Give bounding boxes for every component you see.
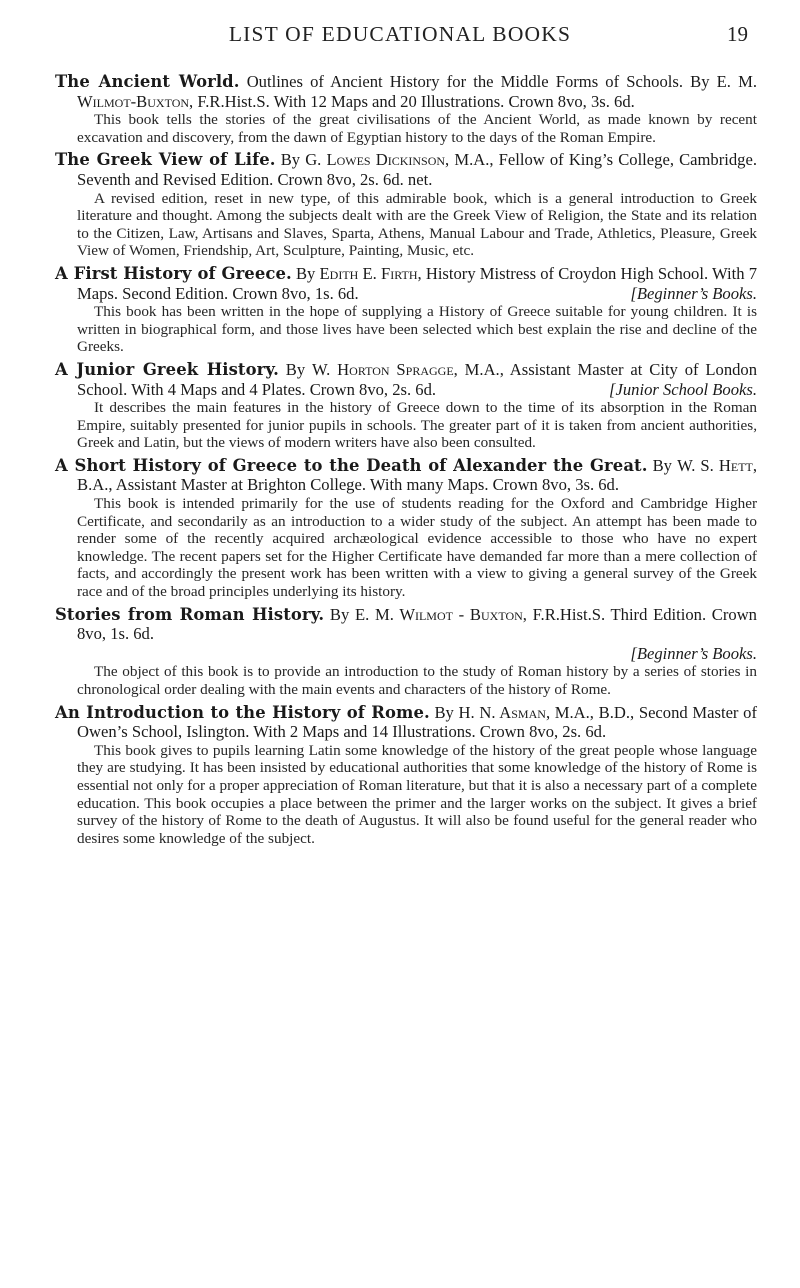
- citation-details: , M.A., B.D., Second Master of Owen’s School, Islington. With 2 Maps and 14 Illustrations. Crown 8vo, 2s. 6d.: [77, 702, 757, 742]
- citation-text: Outlines of Ancient History for the Middle Forms of Schools. By: [239, 72, 717, 91]
- citation-text: By: [291, 263, 320, 283]
- citation-details: , B.A., Assistant Master at Brighton College. With many Maps. Crown 8vo, 3s. 6d.: [77, 455, 758, 495]
- book-entry: [55, 605, 757, 699]
- book-entries: [55, 72, 757, 851]
- book-citation: [55, 264, 757, 303]
- page-number: 19: [727, 22, 748, 46]
- book-title: A Short History of Greece to the Death of Alexander the Great.: [55, 455, 648, 475]
- book-citation: [55, 360, 757, 399]
- book-description: This book has been written in the hope of supplying a History of Greece suitable for young children. It is written in biographical form, and those lives have been selected which best explain the rise and decline of the Greeks.: [77, 303, 757, 356]
- book-citation: [55, 72, 757, 111]
- book-entry: [55, 703, 757, 848]
- citation-text: By: [324, 604, 355, 624]
- book-description: The object of this book is to provide an introduction to the study of Roman history by a series of stories in chronological order dealing with the main events and characters of the history of Rome.: [77, 663, 757, 698]
- running-head: LIST OF EDUCATIONAL BOOKS: [228, 22, 572, 46]
- book-title: Stories from Roman History.: [55, 604, 325, 624]
- page-header: [0, 22, 800, 52]
- book-description: This book is intended primarily for the use of students reading for the Oxford and Cambridge Higher Certificate, and secondarily as an introduction to a wider study of the subject. An attempt has been made to render some of the recently acquired archæological evidence accessible to those who have no expert knowledge. The recent papers set for the Higher Certificate have demanded far more than a mere collection of facts, and accordingly the present work has been written with a view to giving a general survey of the Greek race and of the broad principles underlying its history.: [77, 495, 757, 601]
- book-title: The Ancient World.: [55, 72, 240, 91]
- book-entry: [55, 150, 757, 260]
- book-title: A Junior Greek History.: [55, 359, 279, 379]
- book-description: It describes the main features in the history of Greece down to the time of its absorption in the Roman Empire, suitably presented for junior pupils in schools. The greater part of it is taken from ancient authorities, Greek and Latin, but the views of modern writers have also been consulted.: [77, 399, 757, 452]
- book-description: This book tells the stories of the great civilisations of the Ancient World, as made known by recent excavation and discovery, from the dawn of Egyptian history to the days of the Roman Empire.: [77, 111, 757, 146]
- book-citation: [55, 150, 757, 189]
- book-title: An Introduction to the History of Rome.: [55, 702, 430, 722]
- book-author: E. M. Wilmot-Buxton: [77, 72, 757, 111]
- book-author: H. N. Asman: [458, 702, 546, 722]
- book-series: [Beginner’s Books.: [630, 283, 757, 303]
- book-series: [Junior School Books.: [609, 379, 757, 399]
- book-title: A First History of Greece.: [55, 263, 292, 283]
- book-entry: [55, 264, 757, 356]
- book-description: This book gives to pupils learning Latin some knowledge of the history of the great people whose language they are studying. It has been insisted by educational authorities that some knowledge of the history of Rome is essential not only for a proper appreciation of Roman literature, but that it is also a necessary part of a complete education. This book occupies a place between the primer and the larger works on the subject. It gives a brief survey of the history of Rome to the death of Augustus. It will also be found useful for the general reader who desires some knowledge of the subject.: [77, 741, 757, 847]
- book-author: W. S. Hett: [677, 455, 753, 475]
- citation-text: By: [429, 702, 459, 722]
- book-entry: [55, 360, 757, 452]
- book-title: The Greek View of Life.: [55, 150, 276, 170]
- book-author: G. Lowes Dickinson: [305, 150, 446, 170]
- citation-details: , F.R.Hist.S. With 12 Maps and 20 Illustrations. Crown 8vo, 3s. 6d.: [189, 91, 635, 111]
- book-entry: [55, 72, 757, 146]
- book-description: A revised edition, reset in new type, of this admirable book, which is a general introduction to Greek literature and thought. Among the subjects dealt with are the Greek View of Religion, the State and its relation to the Citizen, Law, Artisans and Slaves, Sparta, Athens, Manual Labour and Trade, Athletics, Pleasure, Greek View of Women, Friendship, Art, Sculpture, Painting, Music, etc.: [77, 189, 757, 260]
- book-author: W. Horton Spragge: [312, 359, 454, 379]
- citation-details: , M.A., Assistant Master at City of London School. With 4 Maps and 4 Plates. Crown 8vo, 2s. 6d.: [77, 359, 758, 399]
- book-citation: [55, 605, 757, 664]
- citation-text: By: [275, 150, 306, 170]
- book-author: E. M. Wilmot - Buxton: [355, 604, 523, 624]
- citation-details: , M.A., Fellow of King’s College, Cambridge. Seventh and Revised Edition. Crown 8vo, 2s. 6d. net.: [77, 150, 757, 189]
- citation-details: , F.R.Hist.S. Third Edition. Crown 8vo, 1s. 6d.: [77, 604, 757, 644]
- citation-text: By: [647, 455, 678, 475]
- book-citation: [55, 456, 757, 495]
- book-series: [Beginner’s Books.: [630, 643, 757, 663]
- citation-details: , History Mistress of Croydon High School. With 7 Maps. Second Edition. Crown 8vo, 1s. 6d.: [77, 263, 757, 303]
- citation-text: By: [278, 359, 313, 379]
- book-entry: [55, 456, 757, 601]
- book-citation: [55, 703, 757, 742]
- book-author: Edith E. Firth: [319, 263, 418, 283]
